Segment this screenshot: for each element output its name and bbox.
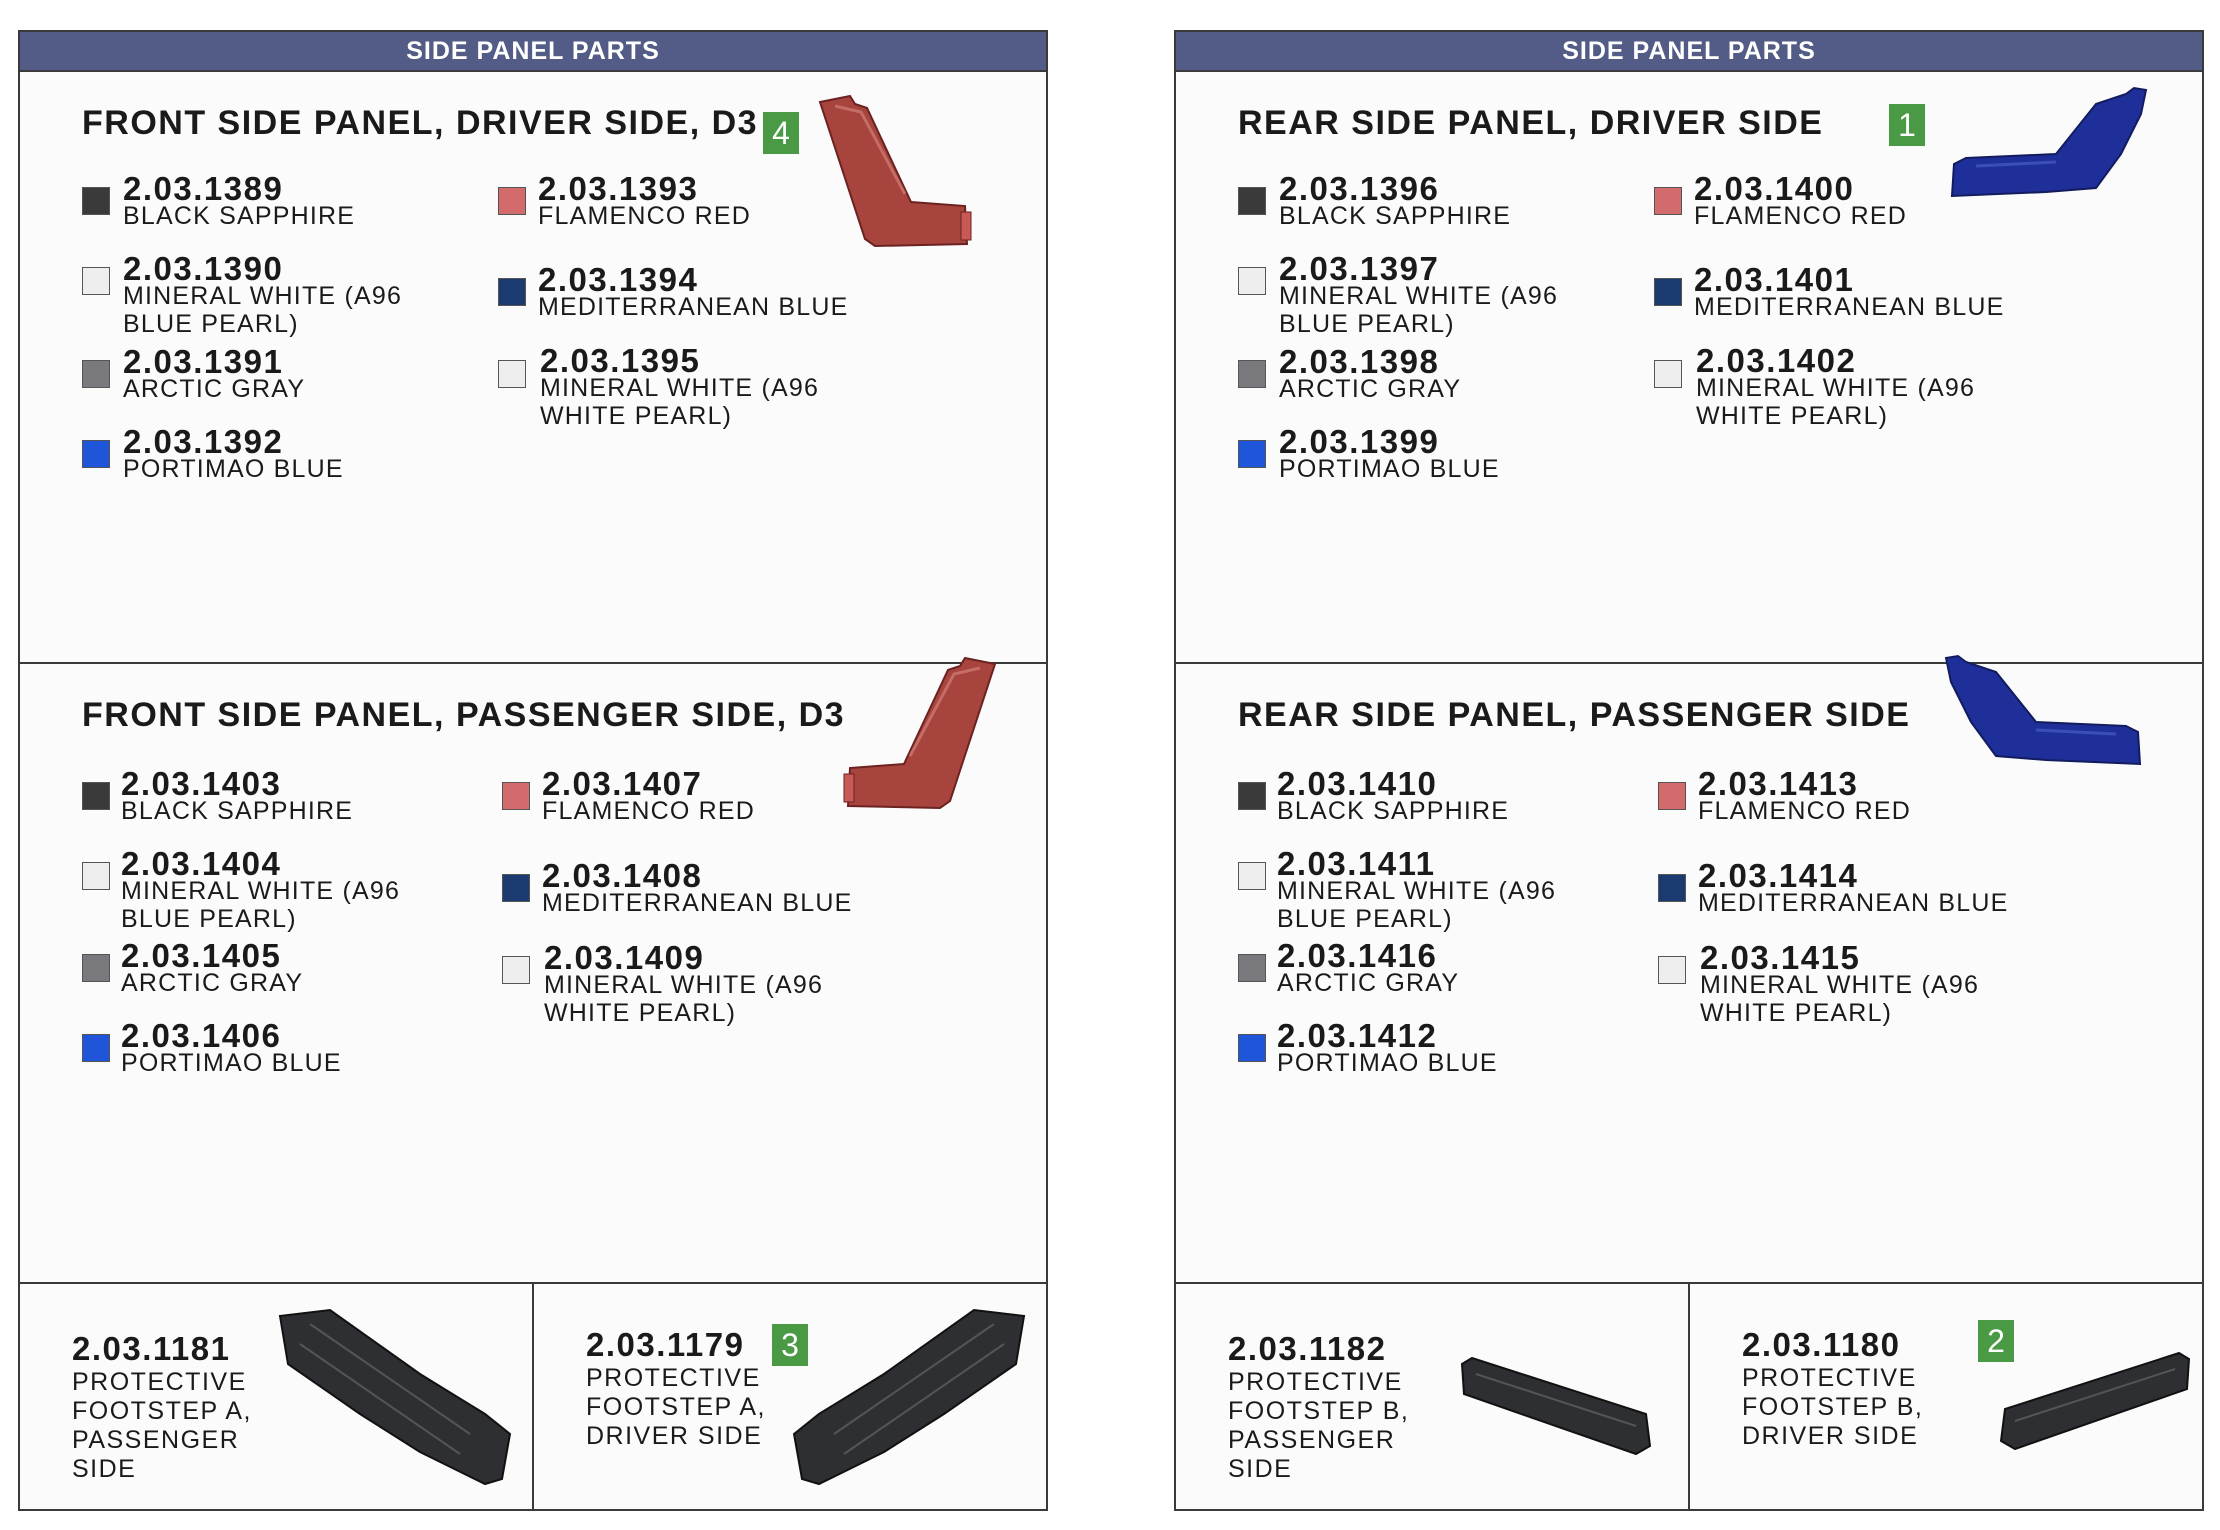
part-number: 2.03.1412 — [1277, 1017, 1438, 1054]
color-name: MINERAL WHITE (A96 WHITE PEARL) — [1700, 971, 1980, 1027]
part-number: 2.03.1392 — [123, 423, 284, 460]
color-swatch — [498, 278, 526, 306]
footstep-image — [270, 1304, 520, 1504]
part-number: 2.03.1410 — [1277, 765, 1438, 802]
part-number: 2.03.1400 — [1694, 170, 1855, 207]
color-name: MINERAL WHITE (A96 BLUE PEARL) — [121, 877, 401, 933]
footstep-cell — [1690, 1284, 2204, 1511]
upper-panel — [20, 72, 1046, 664]
color-name: ARCTIC GRAY — [123, 375, 306, 403]
panel-image — [815, 94, 995, 264]
color-swatch — [1238, 187, 1266, 215]
color-swatch — [82, 267, 110, 295]
lower-panel — [1176, 664, 2202, 1284]
color-name: BLACK SAPPHIRE — [123, 202, 356, 230]
color-name: PORTIMAO BLUE — [121, 1049, 342, 1077]
color-name: MEDITERRANEAN BLUE — [542, 889, 853, 917]
part-number: 2.03.1389 — [123, 170, 284, 207]
part-number: 2.03.1182 — [1228, 1330, 1387, 1367]
color-name: FLAMENCO RED — [1694, 202, 1908, 230]
callout-badge: 2 — [1978, 1320, 2014, 1362]
part-number: 2.03.1414 — [1698, 857, 1859, 894]
part-number: 2.03.1404 — [121, 845, 282, 882]
color-swatch — [1658, 956, 1686, 984]
callout-badge: 3 — [772, 1324, 808, 1366]
footstep-cell — [20, 1284, 534, 1511]
color-swatch — [1658, 874, 1686, 902]
section-header: SIDE PANEL PARTS — [1176, 32, 2202, 72]
part-number: 2.03.1413 — [1698, 765, 1859, 802]
part-number: 2.03.1403 — [121, 765, 282, 802]
color-swatch — [1658, 782, 1686, 810]
part-number: 2.03.1396 — [1279, 170, 1440, 207]
color-swatch — [1238, 862, 1266, 890]
footstep-panel — [20, 1284, 1046, 1511]
color-name: PORTIMAO BLUE — [1277, 1049, 1498, 1077]
footstep-picture — [1456, 1354, 1656, 1469]
panel-title: REAR SIDE PANEL, DRIVER SIDE — [1238, 104, 1824, 142]
color-swatch — [1238, 267, 1266, 295]
footstep-image — [784, 1304, 1034, 1504]
footstep-picture — [270, 1304, 520, 1509]
color-name: MINERAL WHITE (A96 BLUE PEARL) — [123, 282, 403, 338]
color-swatch — [1654, 278, 1682, 306]
color-name: MINERAL WHITE (A96 WHITE PEARL) — [1696, 374, 1976, 430]
color-swatch — [498, 187, 526, 215]
color-swatch — [502, 874, 530, 902]
part-number: 2.03.1180 — [1742, 1326, 1901, 1363]
color-name: FLAMENCO RED — [542, 797, 756, 825]
part-number: 2.03.1411 — [1277, 845, 1436, 882]
color-swatch — [82, 1034, 110, 1062]
color-swatch — [502, 956, 530, 984]
part-description: PROTECTIVE FOOTSTEP A, PASSENGER SIDE — [72, 1368, 252, 1483]
lower-panel — [20, 664, 1046, 1284]
right-column — [1174, 30, 2204, 1511]
part-number: 2.03.1391 — [123, 343, 284, 380]
footstep-cell — [1176, 1284, 1690, 1511]
upper-panel — [1176, 72, 2202, 664]
panel-image — [820, 656, 1000, 826]
color-name: ARCTIC GRAY — [1277, 969, 1460, 997]
color-swatch — [82, 440, 110, 468]
footstep-image — [1456, 1354, 1656, 1464]
color-swatch — [502, 782, 530, 810]
panel-picture — [815, 94, 995, 269]
panel-title: FRONT SIDE PANEL, DRIVER SIDE, D3 — [82, 104, 759, 142]
part-number: 2.03.1395 — [540, 342, 701, 379]
color-name: MINERAL WHITE (A96 WHITE PEARL) — [544, 971, 824, 1027]
color-swatch — [1238, 954, 1266, 982]
color-name: ARCTIC GRAY — [121, 969, 304, 997]
color-name: MINERAL WHITE (A96 BLUE PEARL) — [1279, 282, 1559, 338]
panel-title: FRONT SIDE PANEL, PASSENGER SIDE, D3 — [82, 696, 846, 734]
color-name: MINERAL WHITE (A96 WHITE PEARL) — [540, 374, 820, 430]
color-swatch — [1238, 1034, 1266, 1062]
color-name: BLACK SAPPHIRE — [1277, 797, 1510, 825]
part-number: 2.03.1401 — [1694, 261, 1855, 298]
color-name: FLAMENCO RED — [538, 202, 752, 230]
footstep-panel — [1176, 1284, 2202, 1511]
color-name: PORTIMAO BLUE — [1279, 455, 1500, 483]
callout-badge: 1 — [1889, 104, 1925, 146]
color-name: FLAMENCO RED — [1698, 797, 1912, 825]
color-swatch — [498, 360, 526, 388]
color-swatch — [82, 187, 110, 215]
panel-picture — [820, 656, 1000, 831]
part-number: 2.03.1407 — [542, 765, 703, 802]
color-swatch — [1238, 360, 1266, 388]
color-name: PORTIMAO BLUE — [123, 455, 344, 483]
part-number: 2.03.1393 — [538, 170, 699, 207]
part-description: PROTECTIVE FOOTSTEP B, PASSENGER SIDE — [1228, 1368, 1410, 1483]
color-name: BLACK SAPPHIRE — [121, 797, 354, 825]
color-swatch — [82, 862, 110, 890]
footstep-picture — [1995, 1349, 2195, 1464]
panel-image — [1926, 652, 2146, 772]
part-description: PROTECTIVE FOOTSTEP A, DRIVER SIDE — [586, 1364, 766, 1450]
color-name: BLACK SAPPHIRE — [1279, 202, 1512, 230]
panel-title: REAR SIDE PANEL, PASSENGER SIDE — [1238, 696, 1911, 734]
part-number: 2.03.1397 — [1279, 250, 1440, 287]
part-number: 2.03.1399 — [1279, 423, 1440, 460]
section-header: SIDE PANEL PARTS — [20, 32, 1046, 72]
color-name: ARCTIC GRAY — [1279, 375, 1462, 403]
color-name: MEDITERRANEAN BLUE — [1698, 889, 2009, 917]
part-number: 2.03.1416 — [1277, 937, 1438, 974]
callout-badge: 4 — [763, 112, 799, 154]
part-number: 2.03.1394 — [538, 261, 699, 298]
panel-picture — [1926, 652, 2146, 777]
part-number: 2.03.1398 — [1279, 343, 1440, 380]
part-number: 2.03.1405 — [121, 937, 282, 974]
footstep-cell — [534, 1284, 1048, 1511]
part-number: 2.03.1179 — [586, 1326, 745, 1363]
part-number: 2.03.1408 — [542, 857, 703, 894]
color-swatch — [1654, 187, 1682, 215]
color-swatch — [82, 782, 110, 810]
left-column — [18, 30, 1048, 1511]
part-number: 2.03.1415 — [1700, 939, 1861, 976]
color-name: MINERAL WHITE (A96 BLUE PEARL) — [1277, 877, 1557, 933]
part-number: 2.03.1406 — [121, 1017, 282, 1054]
color-swatch — [1238, 782, 1266, 810]
part-number: 2.03.1181 — [72, 1330, 231, 1367]
part-number: 2.03.1409 — [544, 939, 705, 976]
color-swatch — [1238, 440, 1266, 468]
panel-picture — [1946, 84, 2166, 209]
color-name: MEDITERRANEAN BLUE — [1694, 293, 2005, 321]
color-swatch — [82, 954, 110, 982]
part-number: 2.03.1402 — [1696, 342, 1857, 379]
footstep-picture — [784, 1304, 1034, 1509]
color-name: MEDITERRANEAN BLUE — [538, 293, 849, 321]
part-description: PROTECTIVE FOOTSTEP B, DRIVER SIDE — [1742, 1364, 1924, 1450]
panel-image — [1946, 84, 2166, 204]
part-number: 2.03.1390 — [123, 250, 284, 287]
footstep-image — [1995, 1349, 2195, 1459]
color-swatch — [1654, 360, 1682, 388]
color-swatch — [82, 360, 110, 388]
